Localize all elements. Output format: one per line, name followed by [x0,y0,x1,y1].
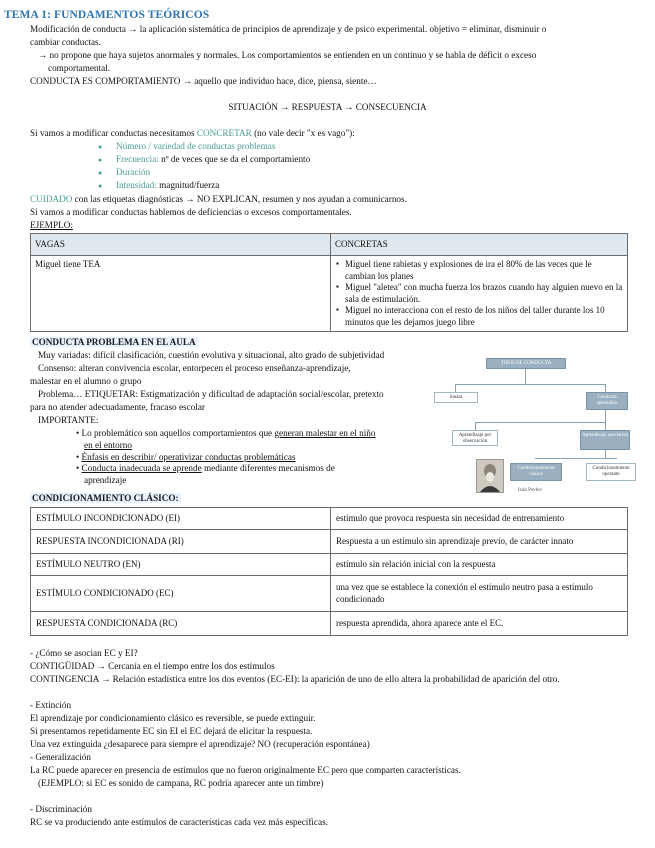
diagram-observacion: Aprendizaje por observación [452,430,498,446]
intro-line-4: comportamental. [48,63,110,73]
list-item: ● Número / variedad de conductas problemas [98,141,310,154]
concretar-keyword: CONCRETAR [196,128,252,138]
cuidado-line: CUIDADO con las etiquetas diagnósticas → NO EXPLICAN, resumen y nos ayudan a comunicarnos. [30,194,407,204]
connector [605,422,606,430]
concretar-line [30,128,355,140]
aula-line-5: para no atender adecuadamente, fracaso escolar [30,402,205,412]
intro-line-3: → no propone que haya sujetos anormales y normales. Los comportamientos se entienden en un continuo y se habla de déficit o exceso [38,50,537,60]
aula-line-2: Consenso: alteran convivencia escolar, entorpecen el proceso enseñanza-aprendizaje, [38,363,351,373]
diagram-root: TIPOS DE CONDUCTA [486,358,566,369]
importante-label: IMPORTANTE: [38,415,99,425]
clasico-heading: CONDICIONAMIENTO CLÁSICO: [32,493,179,503]
clasico-table [30,507,628,636]
intro-line-5: CONDUCTA ES COMPORTAMIENTO → aquello que individuo hace, dice, piensa, siente… [30,76,377,86]
concretar-list [98,141,310,193]
generalizacion-line-1: La RC puede aparecer en presencia de estímulos que no fueron originalmente EC pero que comparten características. [30,765,461,775]
list-item-cont: aprendizaje [84,475,127,486]
list-item: ▪ Miguel no interacciona con el resto de los niños del taller durante los 10 minutos que les dejamos juego libre [335,305,623,328]
extincion-line-3: Una vez extinguida ¿desaparece para siempre el aprendizaje? NO (recuperación espontánea) [30,739,370,749]
cell-vaga: Miguel tiene TEA [31,256,331,332]
generalizacion-heading: - Generalización [30,752,91,762]
diagram-asociativo: Aprendizaje asociativo [580,430,630,450]
connector [455,384,605,385]
sequence-line: SITUACIÓN → RESPUESTA → CONSECUENCIA [228,102,427,112]
diagram-innata: innata [434,392,478,403]
list-item: ● Duración [98,167,310,180]
example-table [30,233,628,332]
contiguidad-line: CONTIGÜIDAD → Cercanía en el tiempo entre los dos estímulos [30,661,275,671]
diagram-operante: Condicionamiento operante [586,463,636,481]
header-concretas: CONCRETAS [331,234,628,256]
page-title: TEMA 1: FUNDAMENTOS TEÓRICOS [4,9,210,21]
connector [525,369,526,384]
aula-heading: CONDUCTA PROBLEMA EN EL AULA [32,337,196,347]
concretar-suffix: (no vale decir "x es vago"): [251,128,355,138]
diagram-aprendida: Conducta aprendida [586,392,628,410]
connector [605,384,606,392]
discriminacion-line-1: RC se va produciendo ante estímulos de características cada vez más específicas. [30,817,328,827]
importante-list [76,428,420,487]
diagram-caption: Iván Pavlov [518,488,543,493]
cell-concretas [331,256,628,332]
connector [475,422,476,430]
contingencia-line: CONTINGENCIA → Relación estadística entre los dos eventos (EC-EI): la aparición de uno de ello altera la probabilidad de aparición del otro. [30,674,560,684]
aula-line-3: malestar en el alumno o grupo [30,376,142,386]
list-item: • Énfasis en describir/ operativizar conductas problemáticas [76,451,296,462]
connector [535,458,617,459]
table-row: RESPUESTA INCONDICIONADA (RI) Respuesta a un estímulo sin aprendizaje previo, de carácter innato [31,530,628,554]
pavlov-photo [476,459,504,493]
list-item-cont: en el entorno [84,439,132,450]
connector [455,384,456,392]
concretar-prefix: Si vamos a modificar conductas necesitamos [30,128,197,138]
portrait-icon [477,460,503,492]
generalizacion-line-2: (EJEMPLO: si EC es sonido de campana, RC podría aparecer ante un timbre) [38,778,324,788]
table-row: ESTÍMULO CONDICIONADO (EC) una vez que se establece la conexión el estímulo neutro pasa a estímulo condicionado [31,576,628,612]
cuidado-line-2: Si vamos a modificar conductas hablemos de deficiencias o excesos comportamentales. [30,207,352,217]
cuidado-keyword: CUIDADO [30,194,73,204]
list-item: ● Frecuencia: nº de veces que se da el comportamiento [98,154,310,167]
list-item: • Lo problemático son aquellos comportamientos que generan malestar en el niño [76,428,376,438]
table-row: RESPUESTA CONDICIONADA (RC) respuesta aprendida, ahora aparece ante el EC. [31,612,628,636]
aula-line-4: Problema… ETIQUETAR: Estigmatización y dificultad de adaptación social/escolar, pretexto [38,389,384,399]
connector [605,450,606,458]
table-row: ESTÍMULO NEUTRO (EN) estímulo sin relación inicial con la respuesta [31,554,628,576]
header-vagas: VAGAS [31,234,331,256]
list-item: ▪ Miguel tiene rabietas y explosiones de ira el 80% de las veces que le cambian los planes [335,259,623,282]
list-item: ▪ Miguel "aletea" con mucha fuerza los brazos cuando hay alguien nuevo en la sala de estimulación. [335,282,623,305]
intro-line-2: cambiar conductas. [30,37,101,47]
list-item: ● Intensidad: magnitud/fuerza [98,180,310,193]
footer-question: - ¿Cómo se asocian EC y EI? [30,648,138,658]
ejemplo-label: EJEMPLO: [30,220,73,230]
conduct-diagram [430,355,640,500]
intro-line-1: Modificación de conducta → la aplicación sistemática de principios de aprendizaje y de psico experimental. objetivo = eliminar, disminuir o [30,24,547,34]
aula-line-1: Muy variadas: difícil clasificación, cuestión evolutiva y situacional, alto grado de subjetividad [38,350,385,360]
list-item: • Conducta inadecuada se aprende mediante diferentes mecanismos de [76,463,335,474]
extincion-line-1: El aprendizaje por condicionamiento clásico es reversible, se puede extinguir. [30,713,316,723]
extincion-heading: - Extinción [30,700,72,710]
connector [605,410,606,422]
discriminacion-heading: - Discriminación [30,804,92,814]
table-row: ESTÍMULO INCONDICIONADO (EI) estímulo que provoca respuesta sin necesidad de entrenamiento [31,508,628,530]
connector [475,422,605,423]
extincion-line-2: Si presentamos repetidamente EC sin EI el EC dejará de elicitar la respuesta. [30,726,313,736]
diagram-clasico: Condicionamiento clásico [510,463,562,481]
